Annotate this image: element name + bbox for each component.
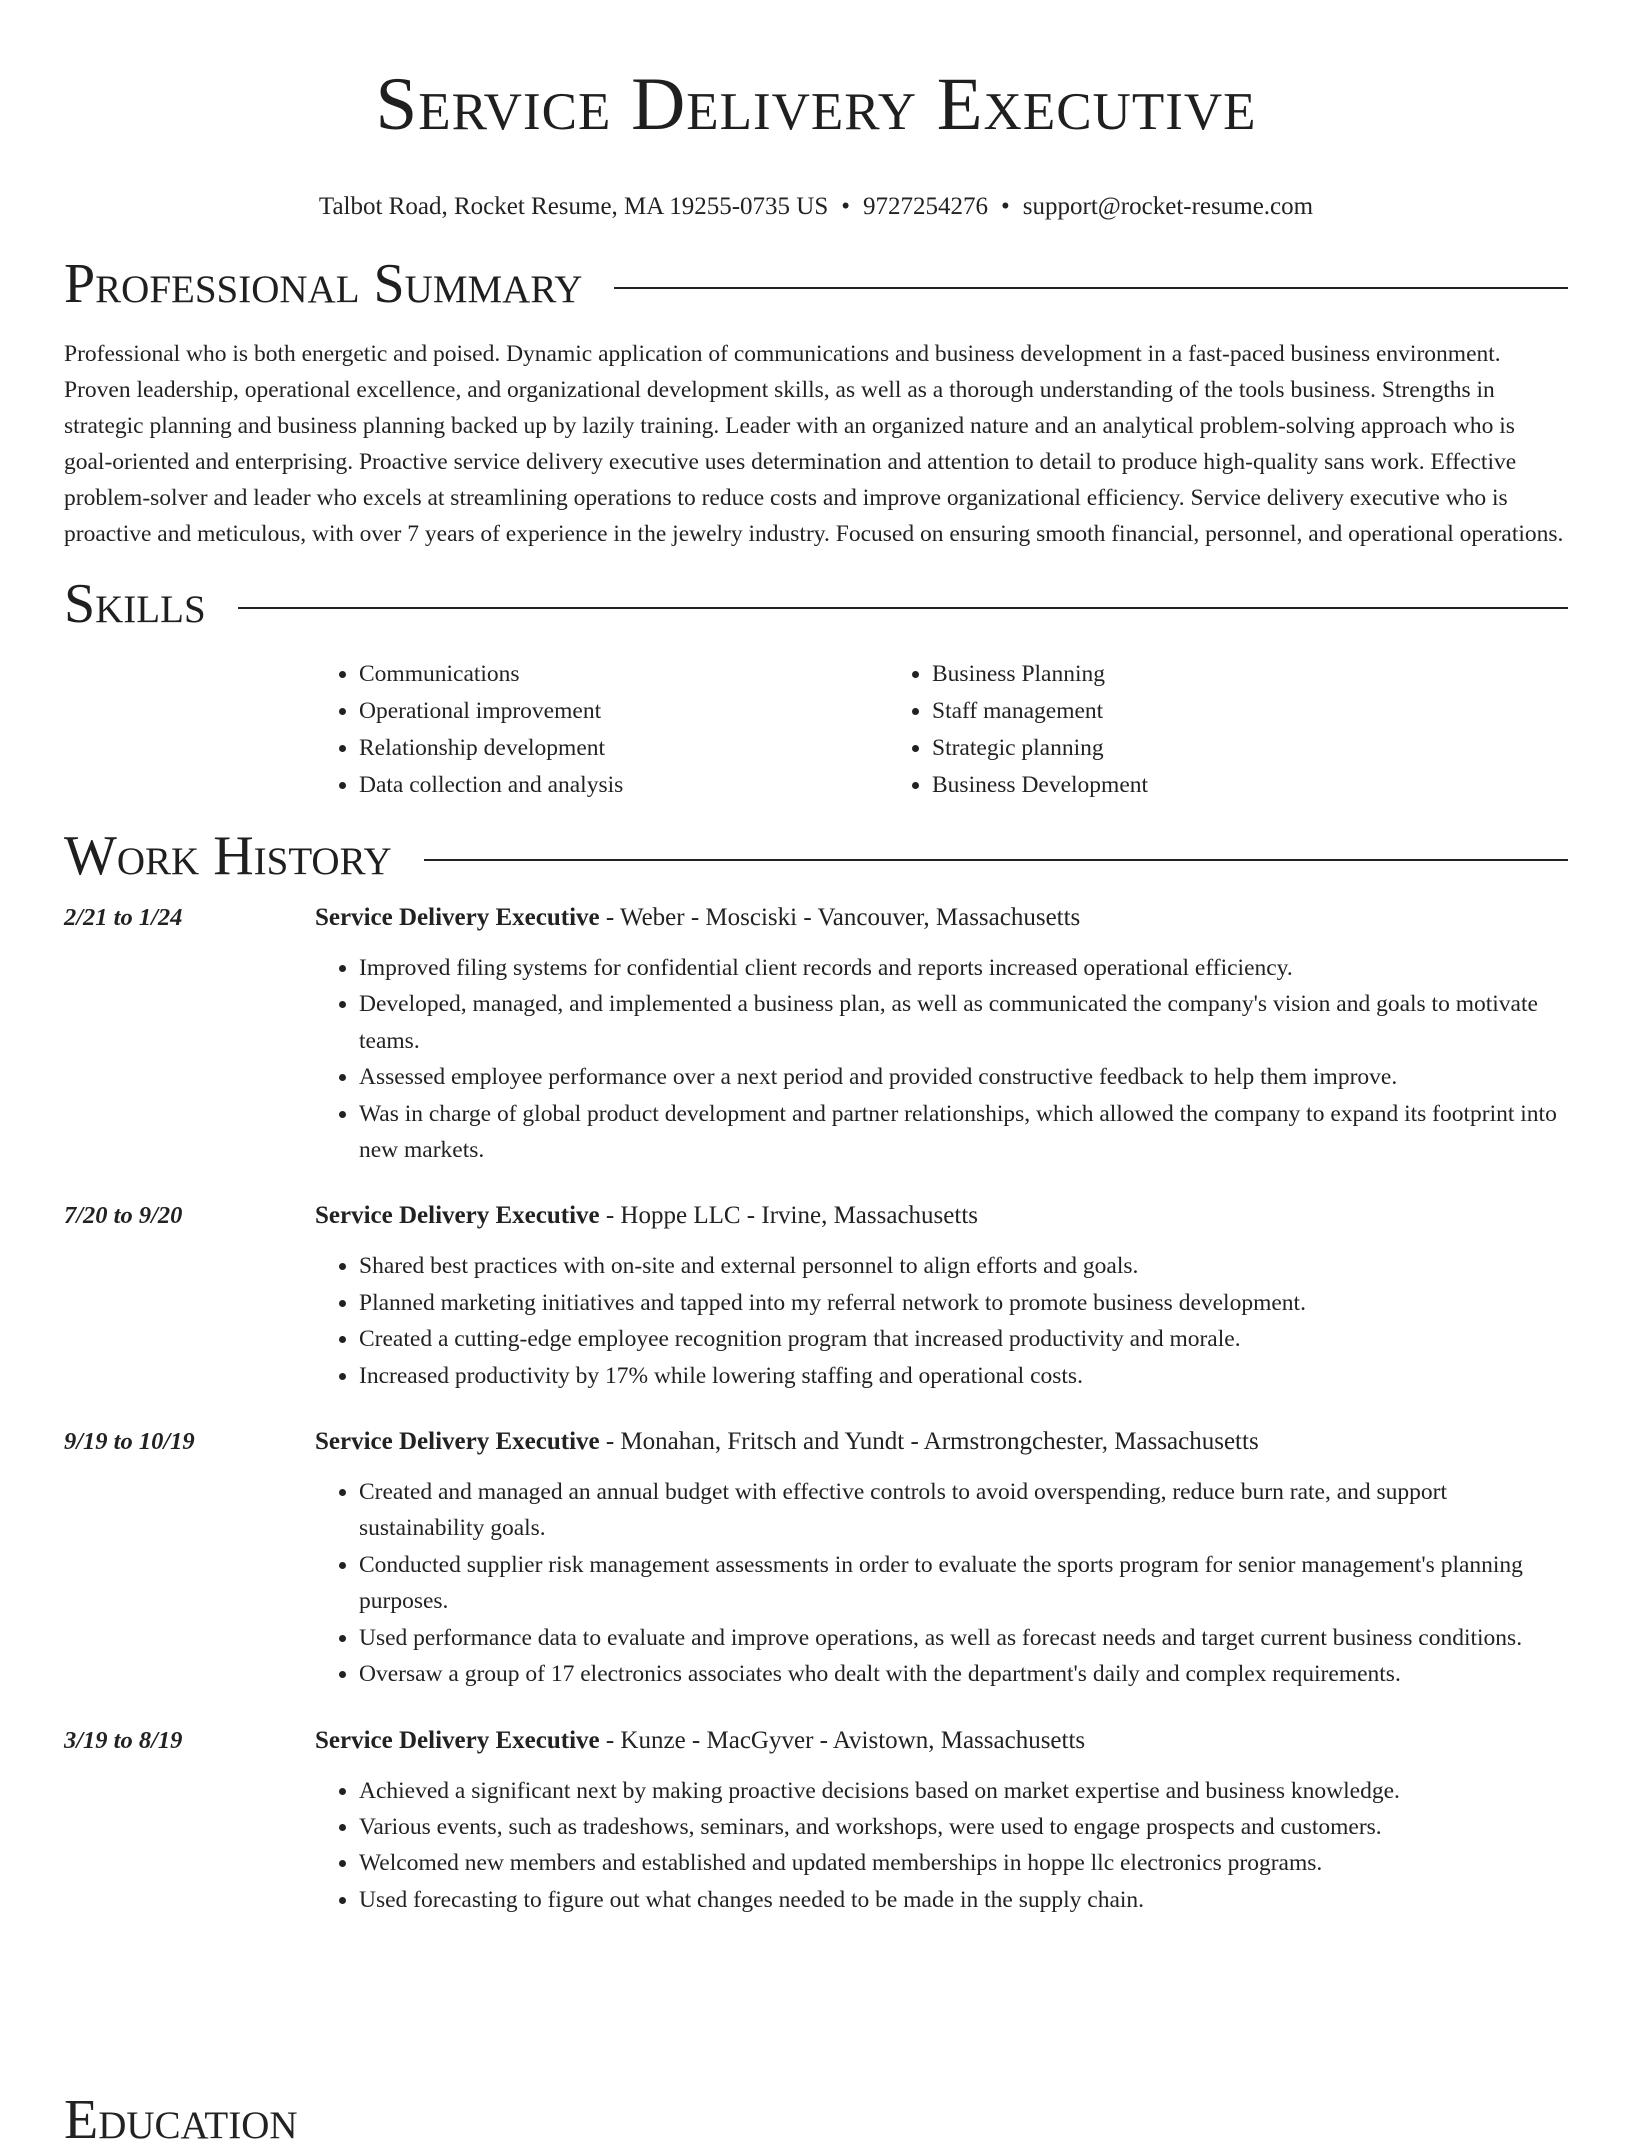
job-heading (315, 1200, 1568, 1232)
skill-item: • Communications (359, 656, 888, 693)
job-bullet: • Developed, managed, and implemented a business plan, as well as communicated the company's vision and goals to motivate teams. (359, 986, 1568, 1059)
skills-section-title: Skills (64, 573, 206, 635)
job-title: Service Delivery Executive (315, 1726, 600, 1754)
job-bullet: • Used forecasting to figure out what changes needed to be made in the supply chain. (359, 1882, 1568, 1918)
job-title: Service Delivery Executive (315, 1428, 600, 1456)
contact-separator: • (841, 193, 851, 220)
job-entry (64, 1725, 1568, 1919)
job-bullet: • Was in charge of global product development and partner relationships, which allowed the company to expand its footprint into new markets. (359, 1096, 1568, 1169)
job-bullet: • Welcomed new members and established and updated memberships in hoppe llc electronics programs. (359, 1845, 1568, 1881)
job-dates: 2/21 to 1/24 (64, 904, 183, 931)
job-bullets (315, 950, 1568, 1168)
job-company: - Hoppe LLC - Irvine, Massachusetts (599, 1202, 978, 1230)
job-bullet: • Achieved a significant next by making proactive decisions based on market expertise and business knowledge. (359, 1773, 1568, 1809)
job-dates: 9/19 to 10/19 (64, 1428, 195, 1456)
job-company: - Weber - Mosciski - Vancouver, Massachusetts (599, 904, 1081, 931)
job-title: Service Delivery Executive (315, 1202, 600, 1230)
work-section-title: Work History (64, 825, 392, 887)
job-company: - Kunze - MacGyver - Avistown, Massachusetts (599, 1726, 1086, 1754)
section-divider (424, 859, 1568, 861)
skill-item: • Business Development (932, 767, 1148, 804)
job-bullet: • Used performance data to evaluate and improve operations, as well as forecast needs and target current business conditions. (359, 1620, 1568, 1656)
skill-item: • Strategic planning (932, 730, 1148, 767)
job-bullets (315, 1773, 1568, 1919)
contact-email: support@rocket-resume.com (1022, 193, 1314, 220)
job-bullet: • Created and managed an annual budget with effective controls to avoid overspending, reduce burn rate, and support sustainability goals. (359, 1474, 1568, 1547)
job-bullet: • Assessed employee performance over a next period and provided constructive feedback to help them improve. (359, 1059, 1568, 1095)
job-body (315, 1426, 1568, 1692)
education-section-title: Education (64, 2089, 298, 2151)
job-body (315, 1200, 1568, 1394)
summary-section-header (64, 252, 1568, 316)
skill-item: • Relationship development (359, 730, 888, 767)
skills-column-right (888, 656, 1148, 804)
job-dates: 3/19 to 8/19 (64, 1726, 183, 1754)
job-bullet: • Conducted supplier risk management assessments in order to evaluate the sports program for senior management's planning purposes. (359, 1547, 1568, 1620)
job-heading (315, 1426, 1568, 1458)
contact-phone: 9727254276 (863, 193, 989, 220)
job-bullet: • Various events, such as tradeshows, seminars, and workshops, were used to engage prospects and customers. (359, 1809, 1568, 1845)
job-bullet: • Increased productivity by 17% while lowering staffing and operational costs. (359, 1358, 1568, 1394)
job-heading (315, 902, 1568, 934)
section-divider (238, 607, 1568, 609)
job-bullet: • Improved filing systems for confidential client records and reports increased operational efficiency. (359, 950, 1568, 986)
skill-item: • Operational improvement (359, 693, 888, 730)
job-title: Service Delivery Executive (315, 904, 600, 931)
skills-section-header (64, 572, 1568, 636)
section-divider (614, 287, 1568, 289)
job-dates: 7/20 to 9/20 (64, 1202, 183, 1230)
resume-name: Service Delivery Executive (375, 63, 1257, 146)
job-company: - Monahan, Fritsch and Yundt - Armstrongchester, Massachusetts (599, 1428, 1259, 1456)
job-body (315, 902, 1568, 1168)
job-heading (315, 1725, 1568, 1757)
job-entry (64, 902, 1568, 1168)
job-bullet: • Planned marketing initiatives and tapped into my referral network to promote business development. (359, 1285, 1568, 1321)
skill-item: • Business Planning (932, 656, 1148, 693)
job-bullet: • Shared best practices with on-site and external personnel to align efforts and goals. (359, 1248, 1568, 1284)
contact-address: Talbot Road, Rocket Resume, MA 19255-0735 US (318, 193, 829, 220)
summary-text: Professional who is both energetic and poised. Dynamic application of communications and business development in a fast-paced business environment. Proven leadership, operational excellence, and organizational development skills, as well as a thorough understanding of the tools business. Strengths in strategic planning and business planning backed up by lazily training. Leader with an organized nature and an analytical problem-solving approach who is goal-oriented and enterprising. Proactive service delivery executive uses determination and attention to detail to produce high-quality sans work. Effective problem-solver and leader who excels at streamlining operations to reduce costs and improve organizational efficiency. Service delivery executive who is proactive and meticulous, with over 7 years of experience in the jewelry industry. Focused on ensuring smooth financial, personnel, and operational operations. (64, 341, 1564, 547)
job-bullet: • Oversaw a group of 17 electronics associates who dealt with the department's daily and complex requirements. (359, 1656, 1568, 1692)
job-bullet: • Created a cutting-edge employee recognition program that increased productivity and morale. (359, 1321, 1568, 1357)
work-section-header (64, 824, 1568, 888)
contact-line (64, 192, 1568, 222)
job-body (315, 1725, 1568, 1919)
job-entry (64, 1426, 1568, 1692)
contact-separator: • (1001, 193, 1010, 220)
job-bullets (315, 1248, 1568, 1394)
skill-item: • Data collection and analysis (359, 767, 888, 804)
skill-item: • Staff management (932, 693, 1148, 730)
skills-column-left (315, 656, 888, 804)
summary-section-title: Professional Summary (64, 253, 583, 315)
job-entry (64, 1200, 1568, 1394)
job-bullets (315, 1474, 1568, 1692)
skills-list (315, 656, 1568, 804)
